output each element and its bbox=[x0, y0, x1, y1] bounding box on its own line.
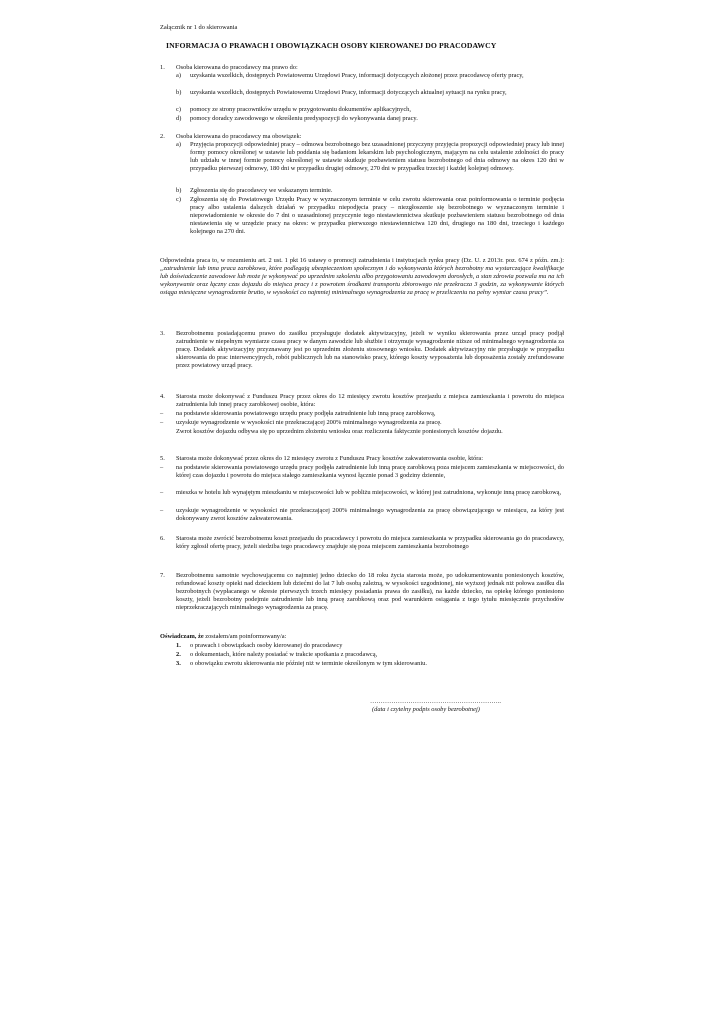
section-4-item-1: na podstawie skierowania powiatowego urzędu pracy podjęła zatrudnienie lub inną pracę zarobkową, bbox=[176, 410, 436, 417]
declaration-item-3: o obowiązku zwrotu skierowania nie później niż w terminie określonym w tym skierowaniu. bbox=[190, 660, 427, 667]
section-4-bullet-1: – bbox=[160, 410, 164, 417]
attachment-header: Załącznik nr 1 do skierowania bbox=[160, 24, 238, 31]
signature-line: …………………………………………………….. bbox=[370, 698, 502, 705]
section-1-a-marker: a) bbox=[176, 72, 181, 79]
section-2-c-marker: c) bbox=[176, 196, 181, 203]
section-2-c-text: Zgłoszenia się do Powiatowego Urzędu Pracy w wyznaczonym terminie w celu zwrotu skierowania oraz poinformowania o terminie podjęcia pracy albo ustalenia dalszych działań w przypadku niepodjęcia pracy – niezgłoszenie się bezrobotnego w wyznaczonym terminie i niepowiadomienie w okresie do 7 dni o uzasadnionej przyczynie tego niestawiennictwa skutkuje pozbawieniem statusu bezrobotnego od dnia niestawienia się w urzędzie pracy na okres: w przypadku pierwszego niestawiennictwa 120 dni, drugiego na 180 dni, trzeciego i każdego kolejnego na 270 dni. bbox=[190, 196, 564, 235]
section-5-item-3: uzyskuje wynagrodzenie w wysokości nie przekraczającej 200% minimalnego wynagrodzenia za pracę obowiązującego w miesiącu, za który jest dokonywany zwrot kosztów zakwaterowania. bbox=[176, 507, 564, 522]
section-1-intro: Osoba kierowana do pracodawcy ma prawo do: bbox=[176, 64, 298, 71]
section-7-text: Bezrobotnemu samotnie wychowującemu co najmniej jedno dziecko do 18 roku życia starosta może, po udokumentowaniu poniesionych kosztów, refundować koszty opieki nad dzieckiem lub dziećmi do lat 7 lub osobą zależną, w wysokości uzgodnionej, nie wyższej jednak niż połowa zasiłku dla bezrobotnych (wypłacanego w okresie pierwszych trzech miesięcy posiadania prawa do zasiłku), na każde dziecko, na opiekę którego poniesiono koszty, jeżeli bezrobotny podejmie zatrudnienie lub inną pracę zarobkową oraz pod warunkiem osiągania z tego tytułu miesięcznie przychodów nieprzekraczających minimalnego wynagrodzenia za pracę. bbox=[176, 572, 564, 611]
section-1-number: 1. bbox=[160, 64, 165, 71]
section-7-number: 7. bbox=[160, 572, 165, 579]
section-4-text: Starosta może dokonywać z Funduszu Pracy przez okres do 12 miesięcy zwrotu kosztów przejazdu z miejsca zamieszkania i powrotu do miejsca zatrudnienia lub innej pracy zarobkowej osobie, która: bbox=[176, 393, 564, 408]
declaration-intro bbox=[160, 633, 286, 641]
section-3-number: 3. bbox=[160, 330, 165, 337]
section-5-number: 5. bbox=[160, 455, 165, 462]
section-1-d-marker: d) bbox=[176, 115, 182, 122]
section-1-c-text: pomocy ze strony pracowników urzędu w przygotowaniu dokumentów aplikacyjnych, bbox=[190, 106, 411, 113]
declaration-item-2: o dokumentach, które należy posiadać w trakcie spotkania z pracodawcą, bbox=[190, 651, 378, 658]
declaration-bold: Oświadczam, że bbox=[160, 633, 204, 640]
definition-quote: „zatrudnienie lub inna praca zarobkowa, które podlegają ubezpieczeniom społecznym i do wykonywania których bezrobotny ma wystarczające kwalifikacje lub doświadczenie zawodowe lub może je wykonywać po uprzednim szkoleniu albo przygotowaniu zawodowym dorosłych, a stan zdrowia pozwala mu na ich wykonywanie oraz łączny czas dojazdu do miejsca pracy i z powrotem środkami transportu zbiorowego nie przekracza 3 godzin, za wykonywanie których osiąga miesięczne wynagrodzenie brutto, w wysokości co najmniej minimalnego wynagrodzenia za pracę w przeliczeniu na pełny wymiar czasu pracy”. bbox=[160, 264, 564, 296]
section-2-b-marker: b) bbox=[176, 187, 182, 194]
section-5-bullet-3: – bbox=[160, 507, 164, 514]
section-2-a-marker: a) bbox=[176, 141, 181, 148]
section-1-d-text: pomocy doradcy zawodowego w określeniu predyspozycji do wykonywania danej pracy. bbox=[190, 115, 418, 122]
section-2-a-text: Przyjęcia propozycji odpowiedniej pracy – odmowa bezrobotnego bez uzasadnionej przyczyny przyjęcia propozycji odpowiedniej pracy lub innej formy pomocy określonej w ustawie lub poddania się badaniom lekarskim lub psychologicznym, mającym na celu ustalenie zdolności do pracy lub udziału w innej formie pomocy określonej w ustawie skutkuje pozbawieniem statusu bezrobotnego od dnia odmowy na okres 120 dni w przypadku pierwszej odmowy, 180 dni w przypadku drugiej odmowy, 270 dni w przypadku trzeciej i każdej kolejnej odmowy. bbox=[190, 141, 564, 172]
section-1-b-text: uzyskania wszelkich, dostępnych Powiatowemu Urzędowi Pracy, informacji dotyczących aktualnej sytuacji na rynku pracy, bbox=[190, 89, 507, 96]
section-5-item-1: na podstawie skierowania powiatowego urzędu pracy podjęła zatrudnienie lub inną pracę zarobkową poza miejscem zamieszkania w miejscowości, do której czas dojazdu i powrotu do miejsca stałego zamieszkania wynosi łącznie ponad 3 godziny dziennie, bbox=[176, 464, 564, 479]
section-3-text: Bezrobotnemu posiadającemu prawo do zasiłku przysługuje dodatek aktywizacyjny, jeżeli w wyniku skierowania przez urząd pracy podjął zatrudnienie w niepełnym wymiarze czasu pracy w danym zawodzie lub służbie i otrzymuje wynagrodzenie niższe od minimalnego wynagrodzenia za pracę. Dodatek aktywizacyjny przyznawany jest po uprzednim złożeniu stosownego wniosku. Dodatek aktywizacyjny nie przysługuje w przypadku skierowania do prac interwencyjnych, robót publicznych lub na stanowisko pracy, którego koszty wyposażenia lub doposażenia zostały zrefundowane przez powiatowy urząd pracy. bbox=[176, 330, 564, 369]
section-2-number: 2. bbox=[160, 133, 165, 140]
section-1-a-text: uzyskania wszelkich, dostępnych Powiatowemu Urzędowi Pracy, informacji dotyczących złożonej przez pracodawcę oferty pracy, bbox=[190, 72, 524, 79]
section-5-text: Starosta może dokonywać przez okres do 12 miesięcy zwrotu z Funduszu Pracy kosztów zakwaterowania osobie, która: bbox=[176, 455, 484, 462]
section-1-b-marker: b) bbox=[176, 89, 182, 96]
signature-caption: (data i czytelny podpis osoby bezrobotnej) bbox=[372, 706, 480, 713]
declaration-number-1: 1. bbox=[176, 642, 181, 649]
declaration-number-3: 3. bbox=[176, 660, 181, 667]
section-6-text: Starosta może zwrócić bezrobotnemu koszt przejazdu do pracodawcy i powrotu do miejsca zamieszkania w przypadku skierowania go do pracodawcy, który zgłosił ofertę pracy, jeżeli siedziba tego pracodawcy znajduje się poza miejscem zamieszkania bezrobotnego bbox=[176, 535, 564, 550]
section-2-intro: Osoba kierowana do pracodawcy ma obowiązek: bbox=[176, 133, 302, 140]
section-4-item-2: uzyskuje wynagrodzenie w wysokości nie przekraczającej 200% minimalnego wynagrodzenia za pracę. bbox=[176, 419, 442, 426]
section-2-b-text: Zgłoszenia się do pracodawcy we wskazanym terminie. bbox=[190, 187, 333, 194]
document-title: INFORMACJA O PRAWACH I OBOWIĄZKACH OSOBY KIEROWANEJ DO PRACODAWCY bbox=[166, 41, 497, 50]
suitable-work-definition bbox=[160, 257, 564, 297]
definition-lead: Odpowiednia praca to, w rozumieniu art. 2 ust. 1 pkt 16 ustawy o promocji zatrudnienia i instytucjach rynku pracy (Dz. U. z 2013r. poz. 674 z późn. zm.): bbox=[160, 257, 564, 264]
declaration-rest: zostałem/am poinformowany/a: bbox=[203, 633, 287, 640]
section-6-number: 6. bbox=[160, 535, 165, 542]
declaration-number-2: 2. bbox=[176, 651, 181, 658]
declaration-item-1: o prawach i obowiązkach osoby kierowanej do pracodawcy bbox=[190, 642, 343, 649]
section-1-c-marker: c) bbox=[176, 106, 181, 113]
section-5-bullet-1: – bbox=[160, 464, 164, 471]
section-4-number: 4. bbox=[160, 393, 165, 400]
section-5-item-2: mieszka w hotelu lub wynajętym mieszkaniu w miejscowości lub w pobliżu miejscowości, w której jest zatrudniona, wykonuje inną pracę zarobkową, bbox=[176, 489, 562, 496]
section-4-bullet-2: – bbox=[160, 419, 164, 426]
section-5-bullet-2: – bbox=[160, 489, 164, 496]
section-4-tail: Zwrot kosztów dojazdu odbywa się po uprzednim złożeniu wniosku oraz rozliczenia faktycznie poniesionych kosztów dojazdu. bbox=[176, 428, 503, 435]
